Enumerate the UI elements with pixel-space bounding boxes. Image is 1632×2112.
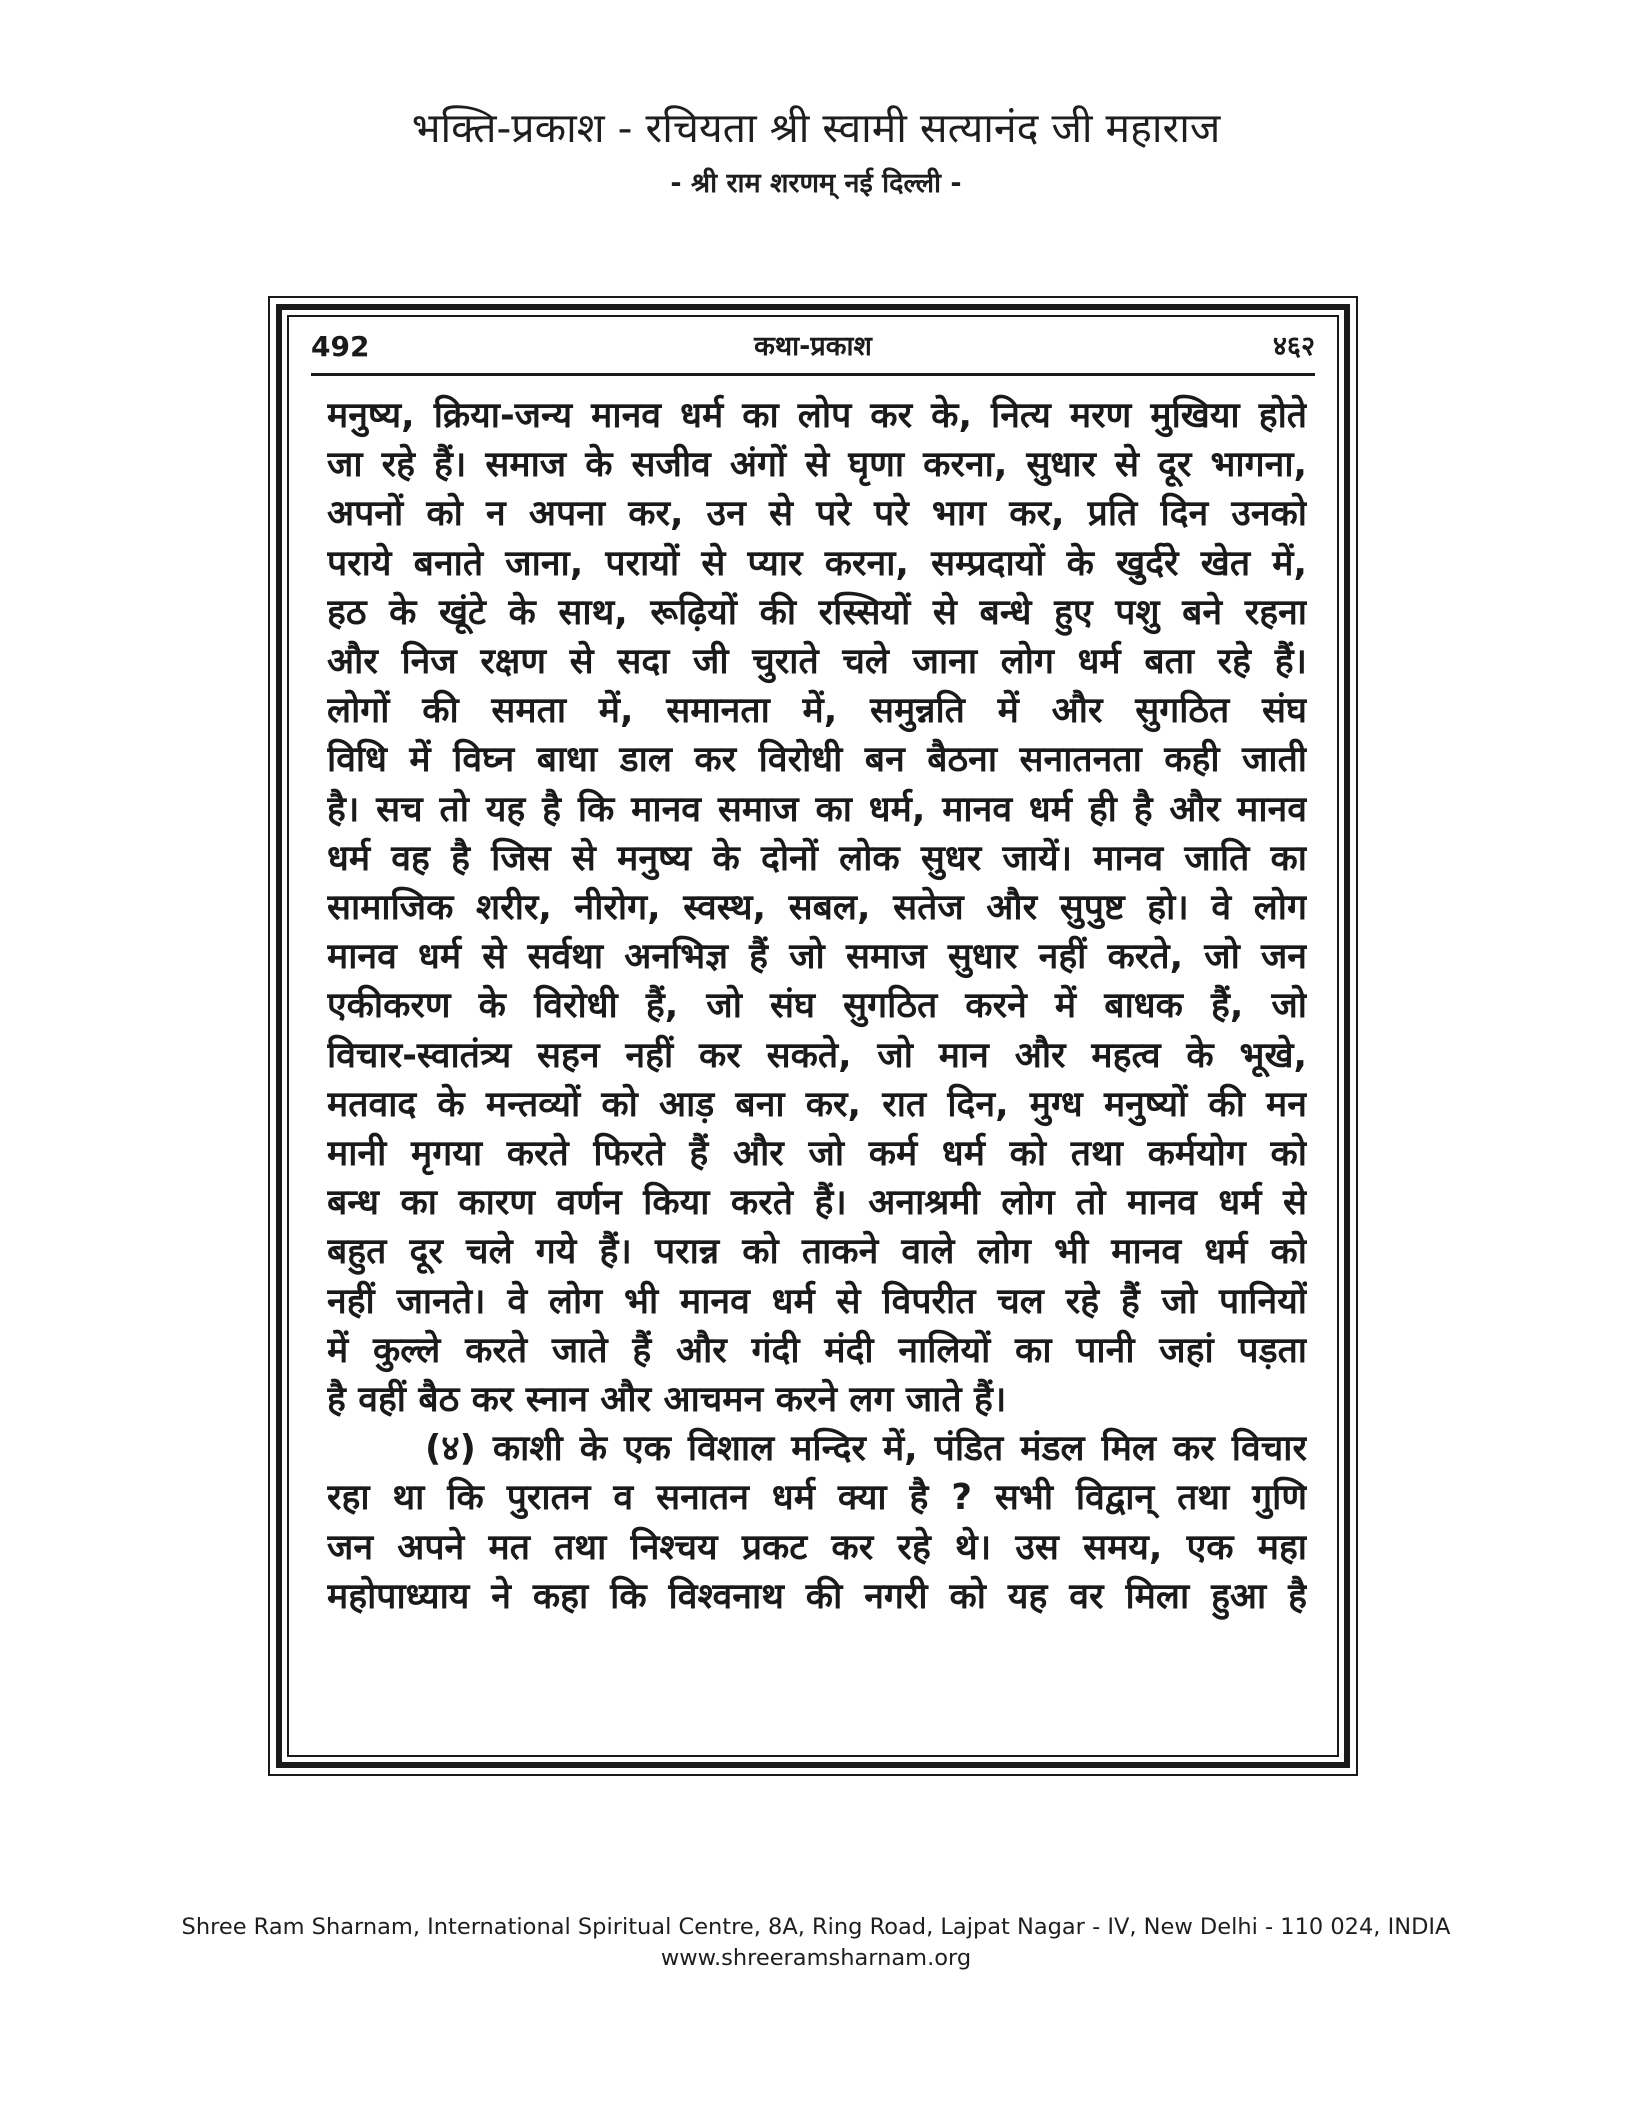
text-line: विधि में विघ्न बाधा डाल कर विरोधी बन बैठना सनातनता कही जाती: [327, 739, 1307, 781]
text-line: हठ के खूंटे के साथ, रूढ़ियों की रस्सियों से बन्धे हुए पशु बने रहना: [327, 591, 1307, 633]
text-line: अपनों को न अपना कर, उन से परे परे भाग कर, प्रति दिन उनको: [327, 493, 1307, 535]
page-frame-thick-border: [276, 304, 1350, 1768]
footer-website-link[interactable]: www.shreeramsharnam.org: [660, 1945, 972, 1971]
text-line: जा रहे हैं। समाज के सजीव अंगों से घृणा करना, सुधार से दूर भागना,: [327, 444, 1307, 486]
document-header-subtitle: - श्री राम शरणम् नई दिल्ली -: [670, 168, 962, 199]
document-header-title: भक्ति-प्रकाश - रचियता श्री स्वामी सत्यानंद जी महाराज: [411, 104, 1221, 152]
text-line: है। सच तो यह है कि मानव समाज का धर्म, मानव धर्म ही है और मानव: [327, 788, 1307, 830]
text-line: बहुत दूर चले गये हैं। परान्न को ताकने वाले लोग भी मानव धर्म को: [327, 1231, 1307, 1273]
text-line: सामाजिक शरीर, नीरोग, स्वस्थ, सबल, सतेज और सुपुष्ट हो। वे लोग: [327, 887, 1307, 929]
paragraph-start-line: (४) काशी के एक विशाल मन्दिर में, पंडित मंडल मिल कर विचार: [425, 1428, 1307, 1470]
text-line: में कुल्ले करते जाते हैं और गंदी मंदी नालियों का पानी जहां पड़ता: [327, 1329, 1307, 1371]
page-content-area: [287, 315, 1339, 1757]
text-line: लोगों की समता में, समानता में, समुन्नति में और सुगठित संघ: [327, 690, 1307, 732]
text-line: मनुष्य, क्रिया-जन्य मानव धर्म का लोप कर के, नित्य मरण मुखिया होते: [327, 395, 1307, 436]
text-line: पराये बनाते जाना, परायों से प्यार करना, सम्प्रदायों के खुर्दरे खेत में,: [327, 542, 1307, 584]
text-line: और निज रक्षण से सदा जी चुराते चले जाना लोग धर्म बता रहे हैं।: [327, 641, 1307, 683]
text-line: एकीकरण के विरोधी हैं, जो संघ सुगठित करने में बाधक हैं, जो: [327, 985, 1307, 1027]
text-line: जन अपने मत तथा निश्चय प्रकट कर रहे थे। उस समय, एक महा: [327, 1526, 1307, 1568]
footer-address: Shree Ram Sharnam, International Spiritual Centre, 8A, Ring Road, Lajpat Nagar - IV, New Delhi - 110 024, INDIA: [181, 1914, 1451, 1940]
text-line: है वहीं बैठ कर स्नान और आचमन करने लग जाते हैं।: [327, 1379, 1007, 1421]
body-text: [327, 391, 1307, 1621]
text-line: मानव धर्म से सर्वथा अनभिज्ञ हैं जो समाज सुधार नहीं करते, जो जन: [327, 936, 1307, 978]
text-line: मतवाद के मन्तव्यों को आड़ बना कर, रात दिन, मुग्ध मनुष्यों की मन: [327, 1083, 1307, 1125]
text-line: बन्ध का कारण वर्णन किया करते हैं। अनाश्रमी लोग तो मानव धर्म से: [327, 1182, 1307, 1224]
text-line: मानी मृगया करते फिरते हैं और जो कर्म धर्म को तथा कर्मयोग को: [327, 1133, 1307, 1175]
page-frame: [268, 296, 1358, 1776]
text-line: महोपाध्याय ने कहा कि विश्वनाथ की नगरी को यह वर मिला हुआ है: [327, 1575, 1307, 1617]
running-header: [311, 323, 1315, 376]
page-number-devanagari: ४६२: [1272, 331, 1315, 362]
text-line: रहा था कि पुरातन व सनातन धर्म क्या है ? सभी विद्वान् तथा गुणि: [327, 1477, 1307, 1519]
text-line: नहीं जानते। वे लोग भी मानव धर्म से विपरीत चल रहे हैं जो पानियों: [327, 1280, 1307, 1322]
page-number-arabic: 492: [311, 330, 370, 363]
running-title: कथा-प्रकाश: [754, 331, 872, 362]
text-line: धर्म वह है जिस से मनुष्य के दोनों लोक सुधर जायें। मानव जाति का: [327, 837, 1307, 879]
text-line: विचार-स्वातंत्र्य सहन नहीं कर सकते, जो मान और महत्व के भूखे,: [327, 1034, 1307, 1076]
